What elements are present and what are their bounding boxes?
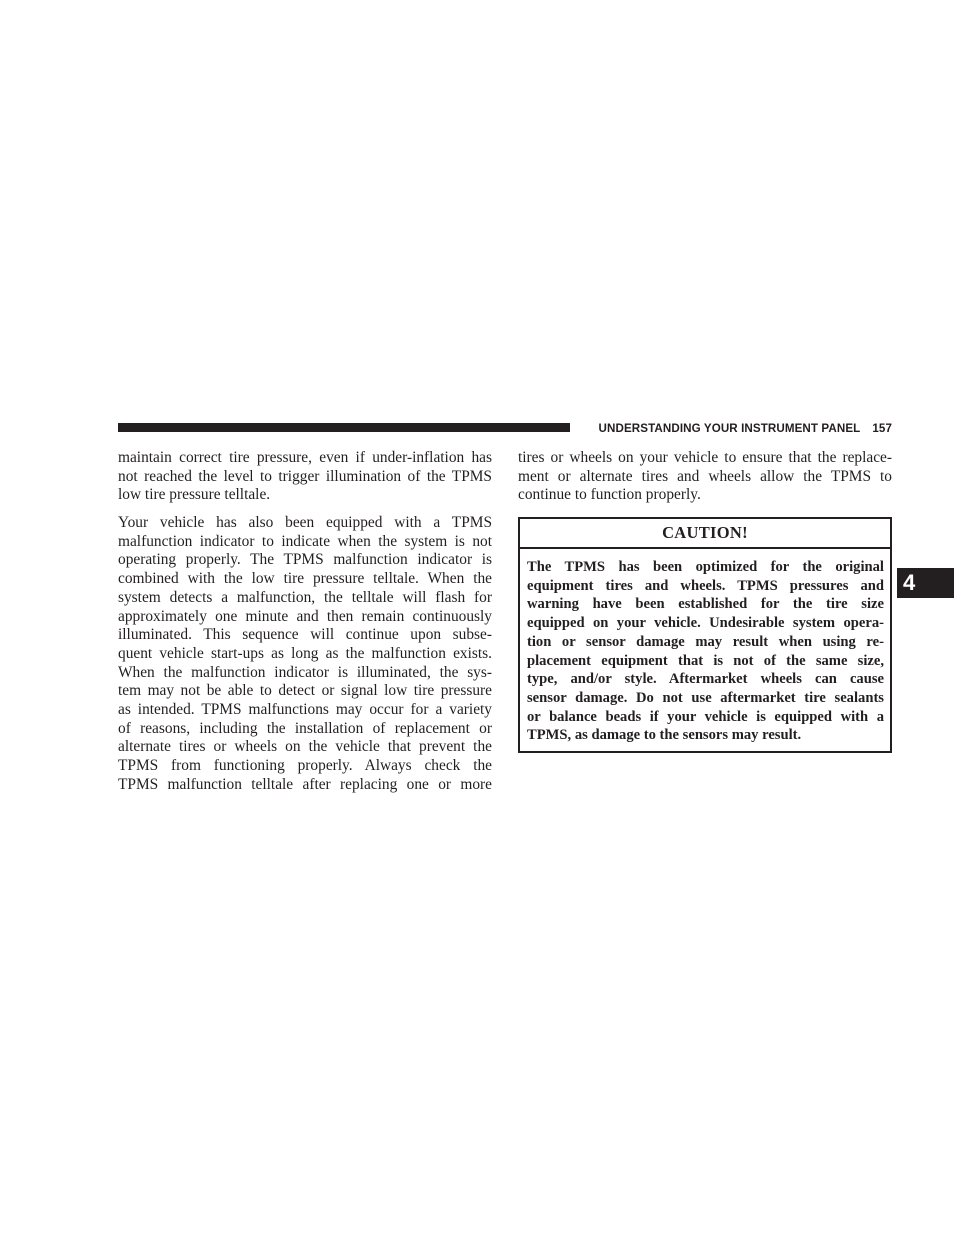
paragraph-tire-pressure xyxy=(118,449,492,505)
chapter-tab xyxy=(897,568,954,598)
text-line: system detects a malfunction, the telltale will flash for xyxy=(118,588,492,606)
caution-line: The TPMS has been optimized for the original xyxy=(527,559,884,575)
running-header xyxy=(578,420,892,436)
text-line: malfunction indicator to indicate when the system is not xyxy=(118,532,492,550)
text-line: tires or wheels on your vehicle to ensure that the replace- xyxy=(518,449,892,466)
text-line: low tire pressure telltale. xyxy=(118,486,271,504)
text-line: quent vehicle start-ups as long as the malfunction exists. xyxy=(118,644,492,662)
text-line: Your vehicle has also been equipped with a TPMS xyxy=(118,514,492,531)
caution-line: equipped on your vehicle. Undesirable system opera- xyxy=(527,615,884,632)
text-line: of reasons, including the installation of replacement or xyxy=(118,719,492,737)
caution-title: CAUTION! xyxy=(520,519,890,549)
text-line: approximately one minute and then remain continuously xyxy=(118,607,492,625)
caution-line: TPMS, as damage to the sensors may result. xyxy=(527,727,802,744)
text-line: operating properly. The TPMS malfunction indicator is xyxy=(118,551,492,569)
header-rule xyxy=(118,423,570,432)
text-line: as intended. TPMS malfunctions may occur for a variety xyxy=(118,701,492,719)
caution-line: sensor damage. Do not use aftermarket tire sealants xyxy=(527,689,884,706)
page-number: 157 xyxy=(872,421,892,435)
caution-line: or balance beads if your vehicle is equipped with a xyxy=(527,708,884,725)
caution-line: placement equipment that is not of the same size, xyxy=(527,652,884,669)
caution-box xyxy=(518,517,892,753)
text-line: continue to function properly. xyxy=(518,486,701,504)
text-line: combined with the low tire pressure telltale. When the xyxy=(118,570,492,588)
text-line: illuminated. This sequence will continue upon subse- xyxy=(118,626,492,644)
text-line: TPMS malfunction telltale after replacing one or more xyxy=(118,775,492,793)
text-line: ment or alternate tires and wheels allow the TPMS to xyxy=(518,467,892,485)
text-line: tem may not be able to detect or signal low tire pressure xyxy=(118,682,492,700)
text-line: maintain correct tire pressure, even if under-inflation has xyxy=(118,449,492,466)
caution-line: warning have been established for the tire size xyxy=(527,596,884,613)
paragraph-replacement-tires xyxy=(518,449,892,505)
chapter-number: 4 xyxy=(903,570,916,595)
text-line: not reached the level to trigger illumination of the TPMS xyxy=(118,467,492,485)
caution-text xyxy=(527,558,884,745)
section-title: UNDERSTANDING YOUR INSTRUMENT PANEL xyxy=(598,421,861,435)
text-line: TPMS from functioning properly. Always check the xyxy=(118,757,492,775)
text-line: alternate tires or wheels on the vehicle that prevent the xyxy=(118,738,492,756)
caution-line: type, and/or style. Aftermarket wheels can cause xyxy=(527,671,884,688)
caution-line: equipment tires and wheels. TPMS pressures and xyxy=(527,577,884,594)
paragraph-malfunction-indicator xyxy=(118,514,492,795)
text-line: When the malfunction indicator is illuminated, the sys- xyxy=(118,663,492,681)
caution-line: tion or sensor damage may result when using re- xyxy=(527,633,884,650)
